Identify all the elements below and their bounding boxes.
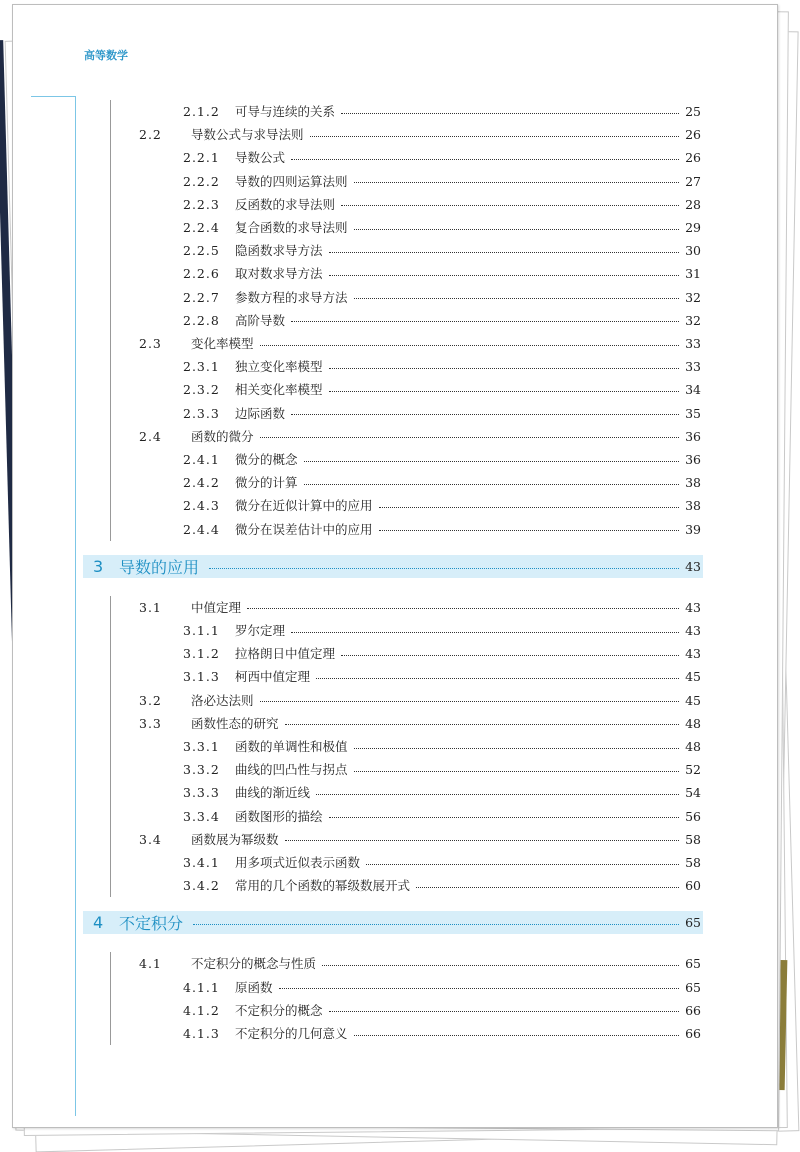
dot-leader xyxy=(354,1035,679,1036)
entry-number: 2.2.2 xyxy=(183,173,220,189)
page-number: 32 xyxy=(685,289,701,305)
dot-leader xyxy=(316,794,679,795)
dot-leader xyxy=(341,205,679,206)
entry-number: 4.1.1 xyxy=(183,979,220,995)
page-number: 54 xyxy=(685,785,701,801)
dot-leader xyxy=(310,136,679,137)
entry-number: 2.3.1 xyxy=(183,359,220,375)
section-rule xyxy=(110,100,111,541)
toc-subsection[interactable] xyxy=(183,195,701,215)
dot-leader xyxy=(329,817,679,818)
toc-subsection[interactable] xyxy=(183,473,701,493)
toc-section[interactable] xyxy=(139,125,701,145)
toc-subsection[interactable] xyxy=(183,311,701,331)
dot-leader xyxy=(260,701,679,702)
page-number: 65 xyxy=(685,956,701,972)
toc-page xyxy=(12,4,778,1128)
entry-number: 3.3.4 xyxy=(183,808,220,824)
page-number: 26 xyxy=(685,127,701,143)
entry-number: 2.2.1 xyxy=(183,150,220,166)
entry-title: 独立变化率模型 xyxy=(235,359,323,375)
section-rule xyxy=(110,952,111,1045)
page-number: 33 xyxy=(685,359,701,375)
entry-title: 常用的几个函数的幂级数展开式 xyxy=(235,878,411,894)
entry-number: 3.2 xyxy=(139,692,162,708)
header-rule xyxy=(31,96,75,97)
dot-leader xyxy=(316,678,679,679)
entry-title: 参数方程的求导方法 xyxy=(235,289,348,305)
chapter-title: 不定积分 xyxy=(119,914,184,934)
entry-number: 3.1.2 xyxy=(183,646,220,662)
dot-leader xyxy=(341,113,679,114)
toc-subsection[interactable] xyxy=(183,667,701,687)
page-number: 34 xyxy=(685,382,701,398)
page-number: 43 xyxy=(685,646,701,662)
entry-title: 微分在近似计算中的应用 xyxy=(235,498,373,514)
entry-number: 2.2.8 xyxy=(183,312,220,328)
entry-title: 曲线的凹凸性与拐点 xyxy=(235,762,348,778)
entry-number: 3.1 xyxy=(139,599,162,615)
entry-number: 4.1.2 xyxy=(183,1002,220,1018)
entry-title: 用多项式近似表示函数 xyxy=(235,855,361,870)
dot-leader xyxy=(193,924,679,925)
entry-title: 相关变化率模型 xyxy=(235,382,323,398)
toc-section[interactable] xyxy=(139,830,701,850)
entry-number: 2.3 xyxy=(139,336,162,351)
page-number: 65 xyxy=(685,979,701,995)
dot-leader xyxy=(354,771,679,772)
page-number: 33 xyxy=(685,336,701,351)
entry-number: 2.3.3 xyxy=(183,405,220,421)
dot-leader xyxy=(322,965,679,966)
toc-section[interactable] xyxy=(139,691,701,711)
dot-leader xyxy=(209,568,679,569)
page-number: 25 xyxy=(685,104,701,119)
entry-number: 4.1 xyxy=(139,956,162,972)
toc-subsection[interactable] xyxy=(183,853,701,873)
entry-number: 3.3.3 xyxy=(183,785,220,801)
dot-leader xyxy=(329,252,679,253)
entry-number: 2.2.4 xyxy=(183,220,220,235)
dot-leader xyxy=(304,461,679,462)
page-number: 58 xyxy=(685,855,701,870)
toc-subsection[interactable] xyxy=(183,807,701,827)
page-number: 45 xyxy=(685,692,701,708)
dot-leader xyxy=(366,864,679,865)
entry-title: 微分在误差估计中的应用 xyxy=(235,521,373,537)
dot-leader xyxy=(354,298,679,299)
margin-rule xyxy=(75,96,76,1116)
page-number: 32 xyxy=(685,312,701,328)
dot-leader xyxy=(279,988,679,989)
entry-title: 反函数的求导法则 xyxy=(235,196,336,212)
dot-leader xyxy=(379,530,679,531)
toc-subsection[interactable] xyxy=(183,288,701,308)
toc-subsection[interactable] xyxy=(183,496,701,516)
entry-title: 隐函数求导方法 xyxy=(235,243,323,259)
page-number: 66 xyxy=(685,1002,701,1018)
page-number: 48 xyxy=(685,715,701,731)
toc-subsection[interactable] xyxy=(183,760,701,780)
entry-number: 3.1.3 xyxy=(183,669,220,685)
dot-leader xyxy=(247,608,679,609)
page-number: 29 xyxy=(685,220,701,235)
entry-title: 导数公式 xyxy=(235,150,286,166)
page-number: 43 xyxy=(685,558,701,574)
toc-section[interactable] xyxy=(139,954,701,974)
page-number: 35 xyxy=(685,405,701,421)
entry-number: 3.4 xyxy=(139,831,162,847)
running-head: 高等数学 xyxy=(84,49,128,62)
page-number: 43 xyxy=(685,623,701,638)
entry-title: 原函数 xyxy=(235,979,273,995)
toc-subsection[interactable] xyxy=(183,876,701,896)
entry-number: 3.4.1 xyxy=(183,855,220,870)
toc-subsection[interactable] xyxy=(183,380,701,400)
toc-subsection[interactable] xyxy=(183,102,701,122)
entry-number: 2.2.7 xyxy=(183,289,220,305)
dot-leader xyxy=(285,840,679,841)
entry-number: 2.2.5 xyxy=(183,243,220,259)
toc-subsection[interactable] xyxy=(183,1001,701,1021)
entry-number: 2.1.2 xyxy=(183,104,220,119)
entry-number: 2.2.6 xyxy=(183,266,220,282)
dot-leader xyxy=(304,484,679,485)
dot-leader xyxy=(260,437,679,438)
dot-leader xyxy=(416,887,679,888)
dot-leader xyxy=(329,1011,679,1012)
toc-subsection[interactable] xyxy=(183,737,701,757)
entry-title: 取对数求导方法 xyxy=(235,266,323,282)
page-number: 48 xyxy=(685,739,701,754)
entry-title: 柯西中值定理 xyxy=(235,669,311,685)
entry-title: 函数图形的描绘 xyxy=(235,808,323,824)
toc-subsection[interactable] xyxy=(183,264,701,284)
page-number: 39 xyxy=(685,521,701,537)
toc-subsection[interactable] xyxy=(183,520,701,540)
chapter-heading[interactable] xyxy=(83,555,703,578)
page-number: 65 xyxy=(685,915,701,931)
dot-leader xyxy=(285,724,679,725)
page-number: 30 xyxy=(685,243,701,259)
dot-leader xyxy=(379,507,679,508)
entry-number: 2.2.3 xyxy=(183,196,220,212)
toc-subsection[interactable] xyxy=(183,241,701,261)
chapter-title: 导数的应用 xyxy=(119,557,200,577)
entry-title: 函数的单调性和极值 xyxy=(235,739,348,754)
entry-number: 2.4.3 xyxy=(183,498,220,514)
page-number: 38 xyxy=(685,475,701,491)
chapter-heading[interactable] xyxy=(83,911,703,934)
entry-title: 变化率模型 xyxy=(191,336,254,351)
toc-section[interactable] xyxy=(139,714,701,734)
chapter-number: 3 xyxy=(93,556,104,576)
dot-leader xyxy=(291,414,679,415)
entry-title: 函数性态的研究 xyxy=(191,715,279,731)
entry-title: 不定积分的概念 xyxy=(235,1002,323,1018)
chapter-number: 4 xyxy=(93,913,104,933)
dot-leader xyxy=(329,275,679,276)
page-number: 31 xyxy=(685,266,701,282)
toc-subsection[interactable] xyxy=(183,1024,701,1044)
entry-title: 不定积分的几何意义 xyxy=(235,1026,348,1041)
entry-title: 不定积分的概念与性质 xyxy=(191,956,317,972)
toc-section[interactable] xyxy=(139,598,701,618)
toc-subsection[interactable] xyxy=(183,783,701,803)
dot-leader xyxy=(291,159,679,160)
section-rule xyxy=(110,596,111,898)
entry-title: 导数公式与求导法则 xyxy=(191,127,304,143)
entry-title: 复合函数的求导法则 xyxy=(235,220,348,235)
entry-number: 3.3.1 xyxy=(183,739,220,754)
toc-subsection[interactable] xyxy=(183,621,701,641)
entry-number: 4.1.3 xyxy=(183,1026,220,1041)
toc-subsection[interactable] xyxy=(183,357,701,377)
toc-subsection[interactable] xyxy=(183,172,701,192)
toc-subsection[interactable] xyxy=(183,644,701,664)
entry-title: 洛必达法则 xyxy=(191,692,254,708)
page-number: 66 xyxy=(685,1026,701,1041)
dot-leader xyxy=(354,229,679,230)
page-number: 26 xyxy=(685,150,701,166)
entry-number: 3.1.1 xyxy=(183,623,220,638)
entry-number: 2.2 xyxy=(139,127,162,143)
dot-leader xyxy=(354,182,679,183)
toc-section[interactable] xyxy=(139,334,701,354)
dot-leader xyxy=(341,655,679,656)
dot-leader xyxy=(291,632,679,633)
entry-title: 拉格朗日中值定理 xyxy=(235,646,336,662)
entry-title: 函数展为幂级数 xyxy=(191,831,279,847)
dot-leader xyxy=(329,368,679,369)
entry-title: 导数的四则运算法则 xyxy=(235,173,348,189)
entry-title: 微分的概念 xyxy=(235,452,298,467)
dot-leader xyxy=(329,391,679,392)
page-number: 36 xyxy=(685,428,701,444)
dot-leader xyxy=(260,345,679,346)
page-number: 52 xyxy=(685,762,701,778)
entry-title: 函数的微分 xyxy=(191,428,254,444)
page-number: 28 xyxy=(685,196,701,212)
page-number: 45 xyxy=(685,669,701,685)
entry-title: 曲线的渐近线 xyxy=(235,785,311,801)
entry-title: 高阶导数 xyxy=(235,312,286,328)
entry-number: 2.4.2 xyxy=(183,475,220,491)
toc-subsection[interactable] xyxy=(183,404,701,424)
entry-title: 边际函数 xyxy=(235,405,286,421)
dot-leader xyxy=(354,748,679,749)
entry-number: 2.4 xyxy=(139,428,162,444)
toc-subsection[interactable] xyxy=(183,978,701,998)
toc-subsection[interactable] xyxy=(183,450,701,470)
entry-title: 罗尔定理 xyxy=(235,623,286,638)
entry-title: 可导与连续的关系 xyxy=(235,104,336,119)
toc-subsection[interactable] xyxy=(183,148,701,168)
entry-title: 中值定理 xyxy=(191,599,242,615)
page-number: 60 xyxy=(685,878,701,894)
page-number: 36 xyxy=(685,452,701,467)
page-number: 38 xyxy=(685,498,701,514)
entry-number: 3.3.2 xyxy=(183,762,220,778)
entry-number: 3.4.2 xyxy=(183,878,220,894)
toc-subsection[interactable] xyxy=(183,218,701,238)
page-number: 27 xyxy=(685,173,701,189)
entry-title: 微分的计算 xyxy=(235,475,298,491)
entry-number: 2.4.4 xyxy=(183,521,220,537)
toc-section[interactable] xyxy=(139,427,701,447)
page-number: 58 xyxy=(685,831,701,847)
page-number: 43 xyxy=(685,599,701,615)
dot-leader xyxy=(291,321,679,322)
entry-number: 2.3.2 xyxy=(183,382,220,398)
page-number: 56 xyxy=(685,808,701,824)
entry-number: 2.4.1 xyxy=(183,452,220,467)
entry-number: 3.3 xyxy=(139,715,162,731)
